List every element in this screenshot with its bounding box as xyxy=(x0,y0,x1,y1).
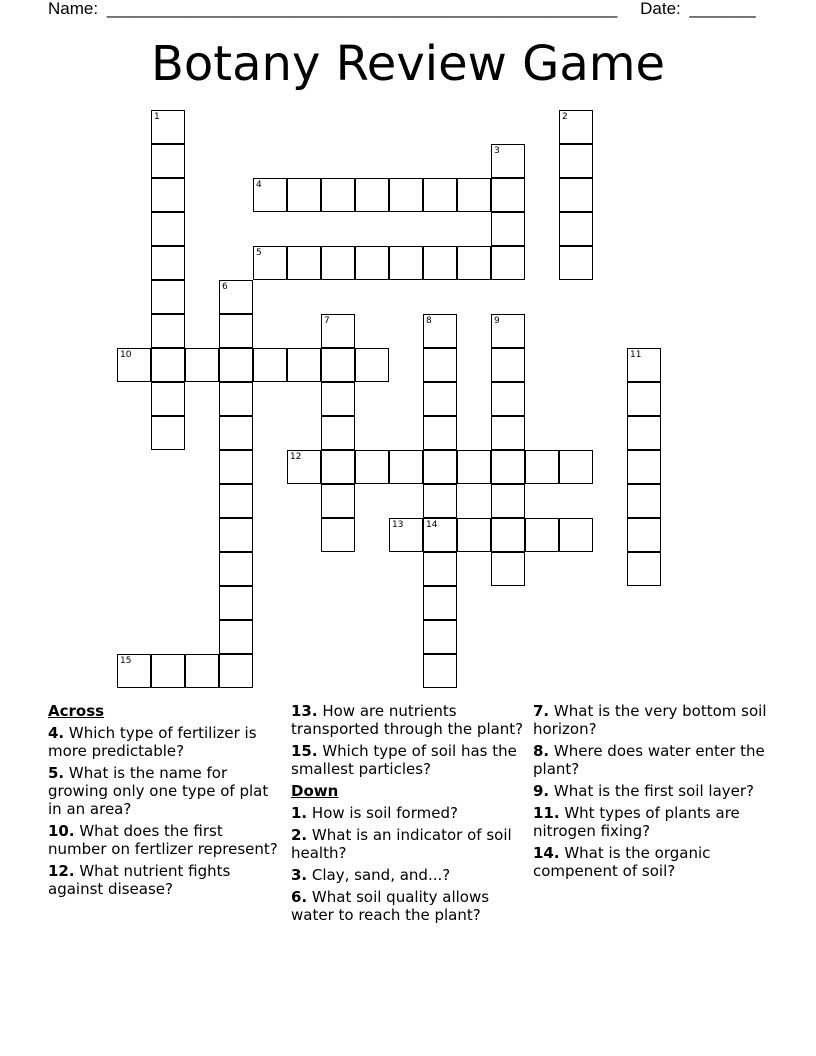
crossword-cell[interactable] xyxy=(219,518,253,552)
clue-number: 5 xyxy=(256,248,262,258)
crossword-cell[interactable] xyxy=(491,416,525,450)
clue-number: 15 xyxy=(120,656,132,666)
crossword-cell[interactable] xyxy=(151,654,185,688)
clue-text: Which type of soil has the smallest particles? xyxy=(291,742,517,778)
clue xyxy=(533,782,768,800)
clue-text: How are nutrients transported through the plant? xyxy=(291,702,524,738)
crossword-cell[interactable] xyxy=(491,212,525,246)
crossword-cell[interactable] xyxy=(151,144,185,178)
clue-number-label: 10. xyxy=(48,822,75,840)
clue-number: 14 xyxy=(426,520,438,530)
clue-text: Where does water enter the plant? xyxy=(533,742,765,778)
crossword-cell[interactable] xyxy=(219,314,253,348)
crossword-cell[interactable] xyxy=(219,348,253,382)
clue-number-label: 14. xyxy=(533,844,560,862)
header xyxy=(48,0,756,18)
clue-number: 11 xyxy=(630,350,642,360)
crossword-cell[interactable] xyxy=(457,246,491,280)
clue xyxy=(291,826,526,862)
clues-column-2 xyxy=(291,702,526,928)
crossword-cell[interactable] xyxy=(559,110,593,144)
crossword-cell[interactable] xyxy=(321,416,355,450)
clue-number-label: 7. xyxy=(533,702,550,720)
clue xyxy=(291,742,526,778)
crossword-cell[interactable] xyxy=(219,484,253,518)
crossword-cell[interactable] xyxy=(423,348,457,382)
clue xyxy=(533,844,768,880)
crossword-cell[interactable] xyxy=(423,518,457,552)
clue-number-label: 12. xyxy=(48,862,75,880)
crossword-cell[interactable] xyxy=(627,348,661,382)
crossword-cell[interactable] xyxy=(219,654,253,688)
clue-number: 6 xyxy=(222,282,228,292)
crossword-cell[interactable] xyxy=(219,416,253,450)
crossword-cell[interactable] xyxy=(491,552,525,586)
crossword-cell[interactable] xyxy=(525,518,559,552)
clue xyxy=(291,804,526,822)
crossword-cell[interactable] xyxy=(423,178,457,212)
crossword-cell[interactable] xyxy=(423,382,457,416)
page-title: Botany Review Game xyxy=(150,36,666,92)
crossword-cell[interactable] xyxy=(219,450,253,484)
crossword-cell[interactable] xyxy=(151,212,185,246)
crossword-cell[interactable] xyxy=(457,178,491,212)
crossword-cell[interactable] xyxy=(321,382,355,416)
crossword-cell[interactable] xyxy=(491,348,525,382)
clue xyxy=(291,888,526,924)
clue-text: What is an indicator of soil health? xyxy=(291,826,512,862)
crossword-cell[interactable] xyxy=(559,212,593,246)
clue-number: 2 xyxy=(562,112,568,122)
crossword-cell[interactable] xyxy=(253,348,287,382)
crossword-cell[interactable] xyxy=(559,246,593,280)
crossword-cell[interactable] xyxy=(389,450,423,484)
crossword-cell[interactable] xyxy=(287,246,321,280)
crossword-cell[interactable] xyxy=(389,518,423,552)
clue xyxy=(48,822,283,858)
crossword-cell[interactable] xyxy=(253,246,287,280)
crossword-cell[interactable] xyxy=(321,484,355,518)
crossword-cell[interactable] xyxy=(321,518,355,552)
crossword-cell[interactable] xyxy=(321,314,355,348)
crossword-cell[interactable] xyxy=(219,586,253,620)
crossword-cell[interactable] xyxy=(355,246,389,280)
clue-text: What is the first soil layer? xyxy=(549,782,754,800)
crossword-cell[interactable] xyxy=(253,178,287,212)
clue-number: 9 xyxy=(494,316,500,326)
crossword-cell[interactable] xyxy=(423,552,457,586)
crossword-cell[interactable] xyxy=(151,178,185,212)
crossword-cell[interactable] xyxy=(423,314,457,348)
clue xyxy=(533,702,768,738)
crossword-cell[interactable] xyxy=(185,654,219,688)
clue-number-label: 4. xyxy=(48,724,65,742)
clue-text: How is soil formed? xyxy=(307,804,458,822)
crossword-cell[interactable] xyxy=(423,484,457,518)
crossword-cell[interactable] xyxy=(219,552,253,586)
clue-text: What is the very bottom soil horizon? xyxy=(533,702,767,738)
crossword-cell[interactable] xyxy=(423,654,457,688)
clue-number-label: 2. xyxy=(291,826,308,844)
clue xyxy=(48,862,283,898)
down-heading: Down xyxy=(291,782,339,800)
clue-number-label: 5. xyxy=(48,764,65,782)
clue xyxy=(48,724,283,760)
clue-number: 3 xyxy=(494,146,500,156)
crossword-cell[interactable] xyxy=(117,348,151,382)
clue-text: What does the first number on fertlizer represent? xyxy=(48,822,278,858)
crossword-cell[interactable] xyxy=(457,518,491,552)
clue-number-label: 8. xyxy=(533,742,550,760)
crossword-cell[interactable] xyxy=(355,348,389,382)
crossword-cell[interactable] xyxy=(491,450,525,484)
clue-number: 8 xyxy=(426,316,432,326)
name-label: Name: xyxy=(48,0,99,18)
clue-number-label: 15. xyxy=(291,742,318,760)
clue-text: What is the name for growing only one type of plat in an area? xyxy=(48,764,269,818)
clue-text: What soil quality allows water to reach the plant? xyxy=(291,888,490,924)
crossword-cell[interactable] xyxy=(219,620,253,654)
crossword-cell[interactable] xyxy=(423,246,457,280)
date-line[interactable]: _______ xyxy=(689,0,756,18)
clue xyxy=(533,742,768,778)
clue xyxy=(291,702,526,738)
crossword-cell[interactable] xyxy=(559,178,593,212)
clue-number: 12 xyxy=(290,452,302,462)
crossword-cell[interactable] xyxy=(525,450,559,484)
crossword-cell[interactable] xyxy=(423,620,457,654)
clue-text: Wht types of plants are nitrogen fixing? xyxy=(533,804,740,840)
clue-number-label: 11. xyxy=(533,804,560,822)
clue xyxy=(533,804,768,840)
crossword-cell[interactable] xyxy=(287,450,321,484)
crossword-cell[interactable] xyxy=(627,552,661,586)
crossword-cell[interactable] xyxy=(491,246,525,280)
crossword-cell[interactable] xyxy=(627,416,661,450)
crossword-cell[interactable] xyxy=(559,518,593,552)
crossword-cell[interactable] xyxy=(321,348,355,382)
crossword-cell[interactable] xyxy=(321,450,355,484)
crossword-cell[interactable] xyxy=(559,450,593,484)
clue-number: 7 xyxy=(324,316,330,326)
clue xyxy=(48,764,283,818)
crossword-cell[interactable] xyxy=(151,246,185,280)
across-heading: Across xyxy=(48,702,105,720)
crossword-cell[interactable] xyxy=(151,348,185,382)
crossword-cell[interactable] xyxy=(219,382,253,416)
clue xyxy=(291,866,526,884)
crossword-cell[interactable] xyxy=(491,382,525,416)
crossword-cell[interactable] xyxy=(491,314,525,348)
crossword-cell[interactable] xyxy=(355,450,389,484)
clue-number-label: 9. xyxy=(533,782,550,800)
crossword-cell[interactable] xyxy=(151,382,185,416)
crossword-cell[interactable] xyxy=(389,178,423,212)
clue-text: Clay, sand, and...? xyxy=(307,866,451,884)
crossword-cell[interactable] xyxy=(423,450,457,484)
clue-text: What is the organic compenent of soil? xyxy=(533,844,711,880)
clue-text: What nutrient fights against disease? xyxy=(48,862,231,898)
clue-number: 13 xyxy=(392,520,404,530)
crossword-cell[interactable] xyxy=(627,518,661,552)
crossword-cell[interactable] xyxy=(287,178,321,212)
crossword-cell[interactable] xyxy=(423,586,457,620)
crossword-cell[interactable] xyxy=(491,518,525,552)
crossword-cell[interactable] xyxy=(559,144,593,178)
crossword-cell[interactable] xyxy=(491,144,525,178)
crossword-cell[interactable] xyxy=(627,382,661,416)
clue-number: 4 xyxy=(256,180,262,190)
clue-number-label: 3. xyxy=(291,866,308,884)
crossword-cell[interactable] xyxy=(117,654,151,688)
crossword-cell[interactable] xyxy=(287,348,321,382)
crossword-cell[interactable] xyxy=(321,178,355,212)
crossword-cell[interactable] xyxy=(457,450,491,484)
clue-text: Which type of fertilizer is more predictable? xyxy=(48,724,257,760)
crossword-cell[interactable] xyxy=(627,450,661,484)
crossword-cell[interactable] xyxy=(423,416,457,450)
crossword-cell[interactable] xyxy=(627,484,661,518)
crossword-cell[interactable] xyxy=(151,110,185,144)
crossword-cell[interactable] xyxy=(151,314,185,348)
name-line[interactable]: ______________________________________________________ xyxy=(106,0,618,18)
clue-number-label: 1. xyxy=(291,804,308,822)
clue-number-label: 6. xyxy=(291,888,308,906)
clue-number-label: 13. xyxy=(291,702,318,720)
crossword-cell[interactable] xyxy=(151,416,185,450)
clue-number: 1 xyxy=(154,112,160,122)
crossword-cell[interactable] xyxy=(355,178,389,212)
clues-column-1 xyxy=(48,702,283,902)
crossword-cell[interactable] xyxy=(321,246,355,280)
crossword-cell[interactable] xyxy=(219,280,253,314)
crossword-cell[interactable] xyxy=(491,484,525,518)
clues-column-3 xyxy=(533,702,768,884)
crossword-cell[interactable] xyxy=(389,246,423,280)
clue-number: 10 xyxy=(120,350,132,360)
date-label: Date: xyxy=(640,0,681,18)
crossword-cell[interactable] xyxy=(151,280,185,314)
crossword-cell[interactable] xyxy=(491,178,525,212)
crossword-cell[interactable] xyxy=(185,348,219,382)
